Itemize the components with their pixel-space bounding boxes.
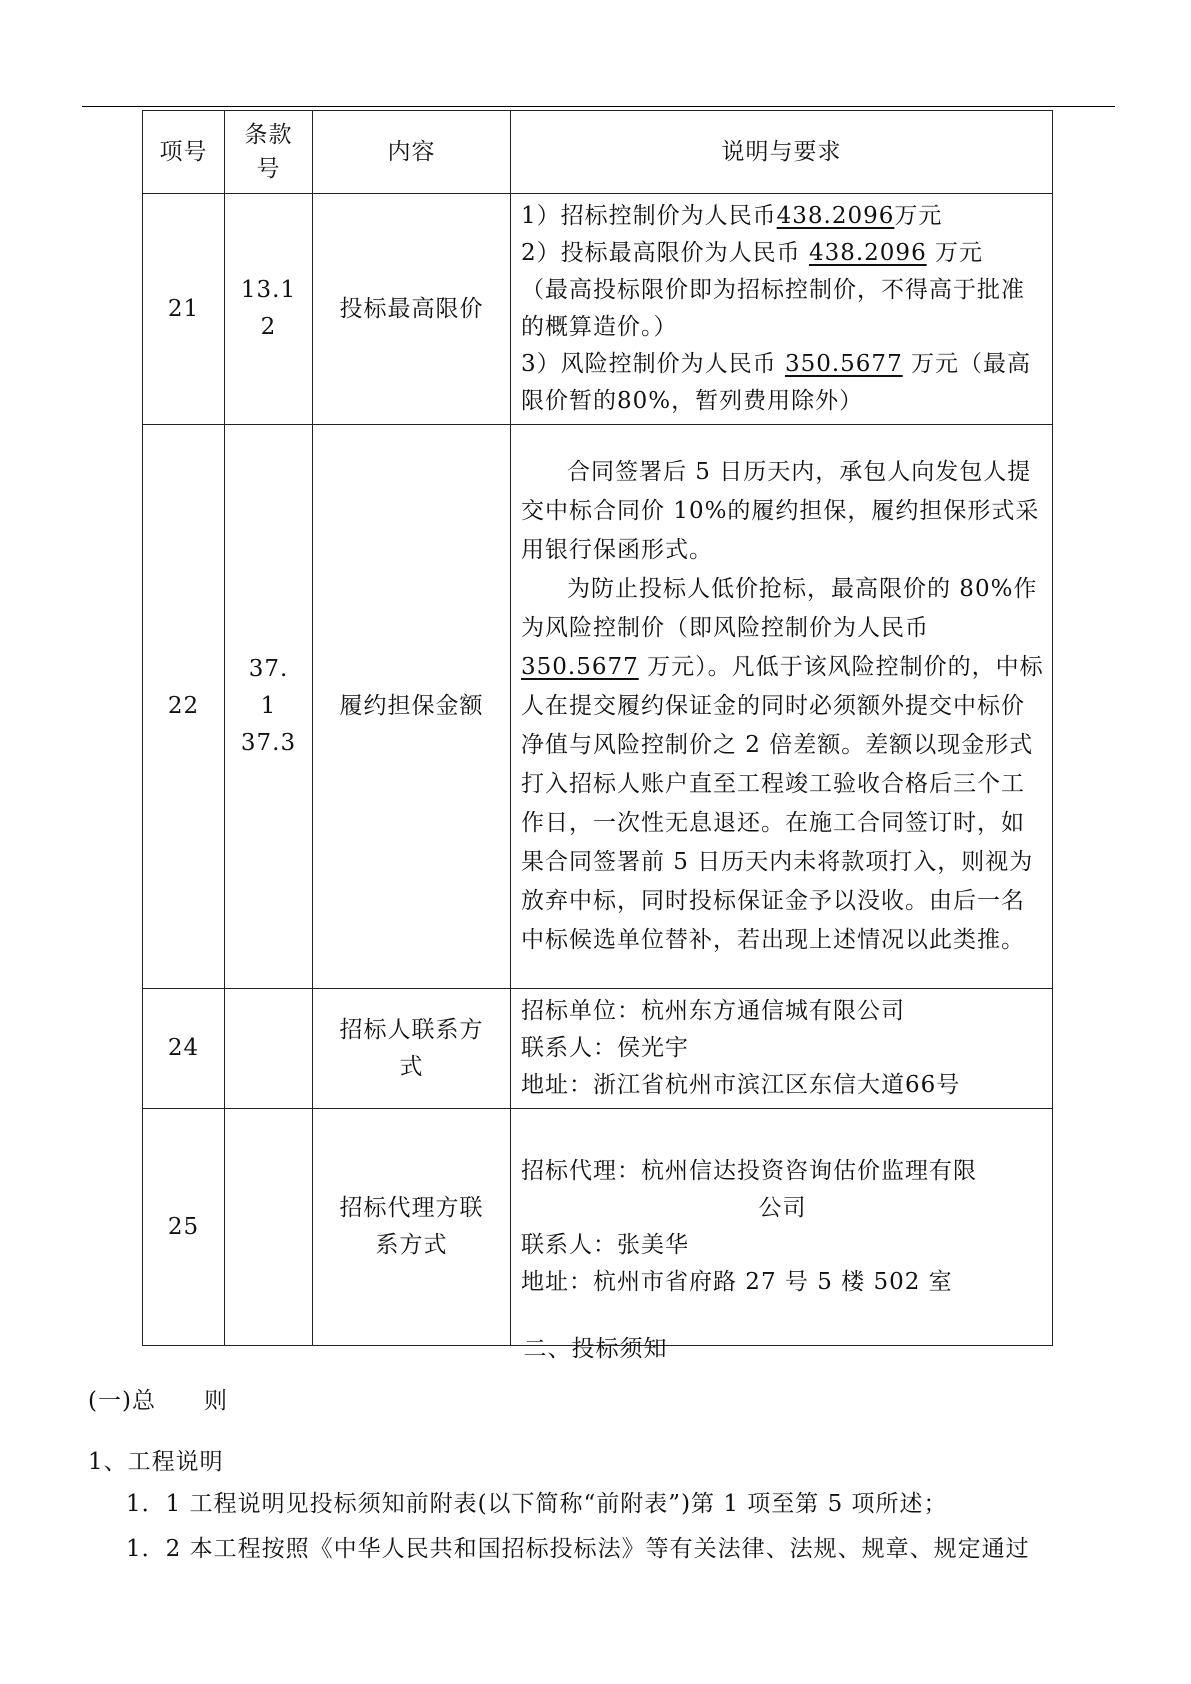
row-content: 招标人联系方式 (313, 989, 511, 1109)
table-row (143, 194, 1053, 425)
header-description: 说明与要求 (511, 111, 1053, 194)
row-description: 合同签署后 5 日历天内，承包人向发包人提交中标合同价 10%的履约担保，履约担保形式采用银行保函形式。 为防止投标人低价抢标，最高限价的 80%作为风险控制价（即风险控制价为人民币350.5677 万元）。凡低于该风险控制价的，中标人在提交履约保证金的同时必须额外提交中标价净值与风险控制价之 2 倍差额。差额以现金形式打入招标人账户直至工程竣工验收合格后三个工作日，一次性无息退还。在施工合同签订时，如果合同签署前 5 日历天内未将款项打入，则视为放弃中标，同时投标保证金予以没收。由后一名中标候选单位替补，若出现上述情况以此类推。 (511, 425, 1053, 989)
row-content: 招标代理方联系方式 (313, 1109, 511, 1346)
header-clause-no: 条款号 (225, 111, 313, 194)
row-clause-no: 37. 1 37.3 (225, 425, 313, 989)
section-title: 二、投标须知 (523, 1336, 668, 1362)
page-header-rule (82, 106, 1115, 107)
table-row (143, 989, 1053, 1109)
row-clause-no: 13.1 2 (225, 194, 313, 425)
row-item-no: 25 (143, 1109, 225, 1346)
paragraph: 1．2 本工程按照《中华人民共和国招标投标法》等有关法律、法规、规章、规定通过 (126, 1536, 1030, 1562)
row-description: 招标代理：杭州信达投资咨询估价监理有限 公司 联系人：张美华 地址：杭州市省府路 27 号 5 楼 502 室 (511, 1109, 1053, 1346)
front-attached-table (142, 110, 1053, 1346)
row-description: 招标单位：杭州东方通信城有限公司 联系人：侯光宇 地址：浙江省杭州市滨江区东信大道66号 (511, 989, 1053, 1109)
row-clause-no (225, 989, 313, 1109)
row-item-no: 24 (143, 989, 225, 1109)
header-content: 内容 (313, 111, 511, 194)
row-content: 投标最高限价 (313, 194, 511, 425)
row-item-no: 21 (143, 194, 225, 425)
header-item-no: 项号 (143, 111, 225, 194)
row-description: 1）招标控制价为人民币438.2096万元 2）投标最高限价为人民币 438.2096 万元 （最高投标限价即为招标控制价，不得高于批准的概算造价。） 3）风险控制价为人民币 350.5677 万元（最高限价暂的80%，暂列费用除外） (511, 194, 1053, 425)
row-content: 履约担保金额 (313, 425, 511, 989)
table-row (143, 1109, 1053, 1346)
row-clause-no (225, 1109, 313, 1346)
table-row (143, 425, 1053, 989)
table-header-row (143, 111, 1053, 194)
general-heading: (一)总 则 (88, 1388, 228, 1414)
row-item-no: 22 (143, 425, 225, 989)
sub-heading: 1、工程说明 (88, 1449, 224, 1475)
paragraph: 1．1 工程说明见投标须知前附表(以下简称“前附表”)第 1 项至第 5 项所述； (126, 1491, 948, 1517)
